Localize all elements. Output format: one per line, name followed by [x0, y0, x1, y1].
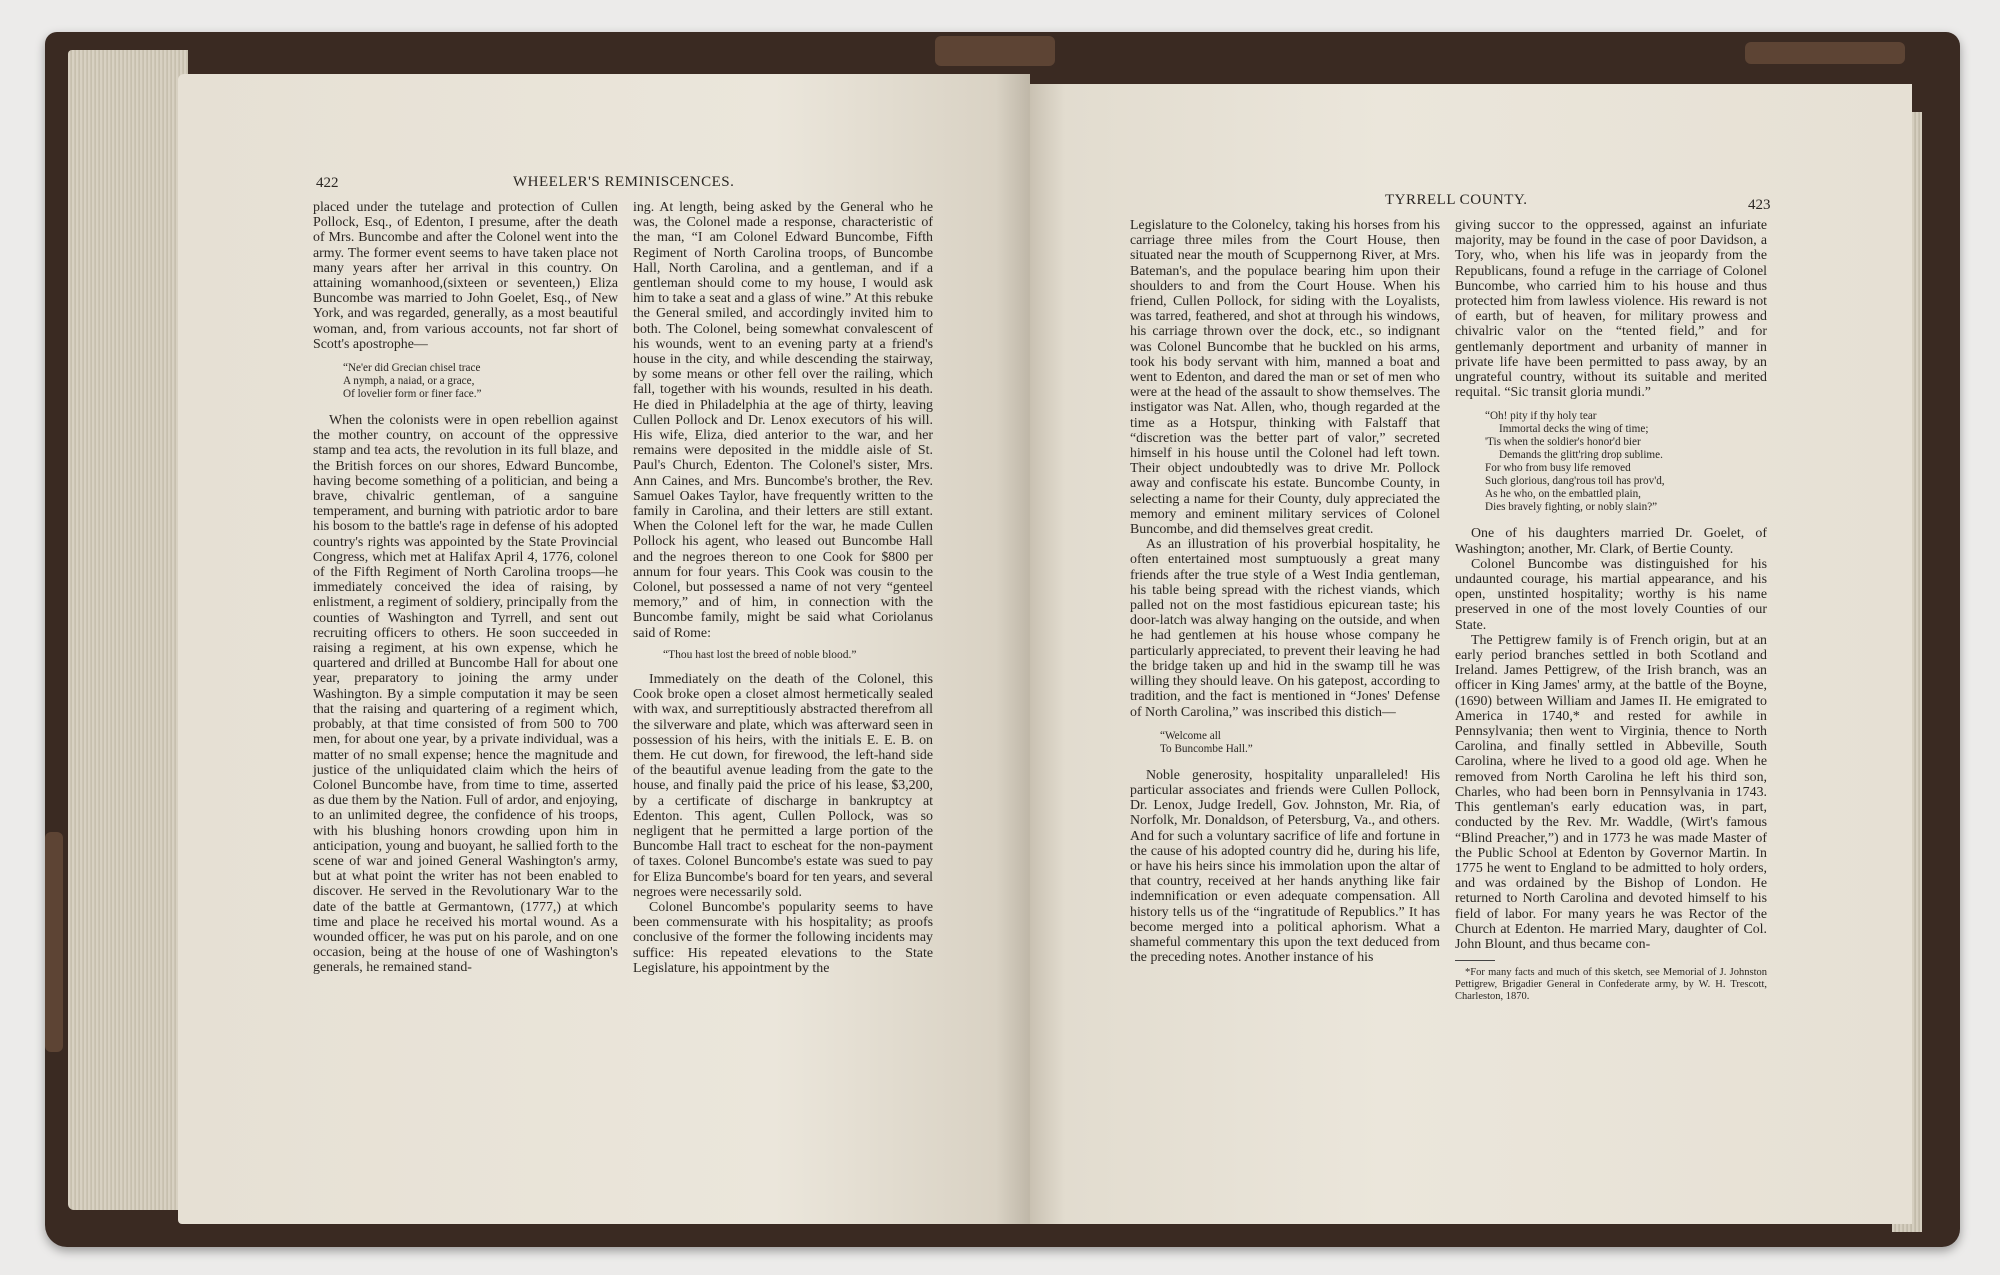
- verse-line: A nymph, a naiad, or a grace,: [343, 375, 475, 388]
- left-page-edges: [68, 50, 188, 1210]
- running-head-left: WHEELER'S REMINISCENCES.: [513, 174, 735, 190]
- paragraph: giving succor to the oppressed, against an infuriate majority, may be found in the case of poor Davidson, a Tory, who, when his life was in jeopardy from the Republicans, found a refuge in the carriage of Colonel Buncombe, who carried him to his house and thus protected him from lawless violence. His reward is not of earth, but of heaven, for military prowess and chivalric valor on the “tented field,” and for gentlemanly deportment and urbanity of manner in private life have been permitted to pass away, by an ungrateful country, without its suitable and merited requital. “Sic transit gloria mundi.”: [1455, 218, 1767, 401]
- right-page: [1030, 84, 1912, 1224]
- verse-line: To Buncombe Hall.”: [1160, 742, 1253, 755]
- right-page-column-1: [1130, 218, 1440, 965]
- right-page-column-2: [1455, 218, 1767, 1003]
- verse-quote: [1485, 410, 1767, 514]
- left-page: [178, 74, 1030, 1224]
- verse-line: “Oh! pity if thy holy tear: [1485, 410, 1597, 423]
- left-page-column-1: [313, 200, 618, 976]
- running-head-right: TYRRELL COUNTY.: [1385, 192, 1528, 208]
- block-quote: “Thou hast lost the breed of noble blood.”: [663, 648, 857, 661]
- footnote: *For many facts and much of this sketch, see Memorial of J. Johnston Pettigrew, Brigadier General in Confederate army, by W. H. Trescott, Charleston, 1870.: [1455, 967, 1767, 1003]
- paragraph: Legislature to the Colonelcy, taking his horses from his carriage three miles from the Court House, then situated near the mouth of Scuppernong River, at Mrs. Bateman's, and the populace bearing him upon their shoulders to and from the Court House. When his friend, Cullen Pollock, for siding with the Loyalists, was tarred, feathered, and shot at through his windows, his carriage thrown over the dock, etc., so indignant was Colonel Buncombe that he buckled on his arms, took his body servant with him, manned a boat and went to Edenton, and dared the man or set of men who were at the head of the assault to show themselves. The instigator was Nat. Allen, who, though regarded at the time as a Hotspur, thinking with Falstaff that “discretion was the better part of valor,” secreted himself in his house until the Colonel had left town. Their object undoubtedly was to drive Mr. Pollock away and confiscate his estate. Buncombe County, in selecting a name for their County, duly appreciated the memory and eminent military services of Colonel Buncombe, and did themselves great credit.: [1130, 218, 1440, 538]
- verse-line: “Ne'er did Grecian chisel trace: [343, 362, 481, 375]
- paragraph: Colonel Buncombe's popularity seems to have been commensurate with his hospitality; as proofs conclusive of the former the following incidents may suffice: His repeated elevations to the State Legislature, his appointment by the: [633, 899, 933, 976]
- paragraph: When the colonists were in open rebellion against the mother country, on account of the oppressive stamp and tea acts, the revolution in its full blaze, and the British forces on our shores, Edward Buncombe, having become something of a politician, and being a brave, chivalric gentleman, of a sanguine temperament, and burning with patriotic ardor to bare his bosom to the battle's rage in defense of his adopted country's rights was appointed by the State Provincial Congress, which met at Halifax April 4, 1776, colonel of the Fifth Regiment of North Carolina troops—he immediately conceived the idea of raising, by enlistment, a regiment of soldiery, principally from the counties of Washington and Tyrrell, and sent out recruiting officers to others. He soon succeeded in raising a regiment, at his own expense, which he quartered and drilled at Buncombe Hall for about one year, preparatory to joining the army under Washington. By a simple computation it may be seen that the raising and quartering of a regiment which, probably, at that time consisted of from 500 to 700 men, for about one year, by a private individual, was a matter of no small expense; hence the magnitude and justice of the unliquidated claim which the heirs of Colonel Buncombe have, from time to time, asserted as due them by the Nation. Full of ardor, and enjoying, to an unlimited degree, the confidence of his troops, with his blushing honors crowding upon him in anticipation, young and buoyant, he sallied forth to the scene of war and joined General Washington's army, but at what point the writer has not been enabled to discover. He served in the Revolutionary War to the date of the battle at Germantown, (1777,) at which time and place he received his mortal wound. As a wounded officer, he was put on his parole, and on one occasion, being at the house of one of Washington's generals, he remained stand-: [313, 413, 618, 976]
- verse-line: Dies bravely fighting, or nobly slain?”: [1485, 501, 1658, 514]
- verse-line: For who from busy life removed: [1485, 462, 1631, 475]
- verse-line: 'Tis when the soldier's honor'd bier: [1485, 436, 1641, 449]
- verse-quote: [1160, 730, 1440, 756]
- page-number-left: 422: [316, 175, 339, 191]
- page-number-right: 423: [1748, 197, 1771, 213]
- verse-line: As he who, on the embattled plain,: [1485, 488, 1641, 501]
- paragraph: placed under the tutelage and protection of Cullen Pollock, Esq., of Edenton, I presume, after the death of Mrs. Buncombe and after the Colonel went into the army. The former event seems to have taken place not many years after her arrival in this country. On attaining womanhood,(sixteen or seventeen,) Eliza Buncombe was married to John Goelet, Esq., of New York, and was regarded, generally, as a most beautiful woman, and, from various accounts, not far short of Scott's apostrophe—: [313, 200, 618, 352]
- verse-line: Immortal decks the wing of time;: [1499, 423, 1649, 436]
- paragraph: One of his daughters married Dr. Goelet, of Washington; another, Mr. Clark, of Bertie County.: [1455, 526, 1767, 557]
- paragraph: Colonel Buncombe was distinguished for his undaunted courage, his martial appearance, and his open, unstinted hospitality; worthy is his name preserved in one of the most lovely Counties of our State.: [1455, 556, 1767, 633]
- footnote-rule: [1455, 960, 1495, 961]
- verse-line: Such glorious, dang'rous toil has prov'd,: [1485, 475, 1665, 488]
- verse-quote: [343, 362, 618, 401]
- verse-line: “Welcome all: [1160, 729, 1221, 742]
- verse-line: Demands the glitt'ring drop sublime.: [1499, 449, 1663, 462]
- paragraph: The Pettigrew family is of French origin, but at an early period branches settled in both Scotland and Ireland. James Pettigrew, of the Irish branch, was an officer in King James' army, at the battle of the Boyne, (1690) between William and James II. He emigrated to America in 1740,* and rested for awhile in Pennsylvania; then went to Virginia, thence to North Carolina, and finally settled in Abbeville, South Carolina, where he lived to a good old age. When he removed from North Carolina he left his third son, Charles, who had been born in Pennsylvania in 1743. This gentleman's early education was, in part, conducted by the Rev. Mr. Waddle, (Wirt's famous “Blind Preacher,”) and in 1773 he was made Master of the Public School at Edenton by Governor Martin. In 1775 he went to England to be admitted to holy orders, and was ordained by the Bishop of London. He returned to North Carolina and devoted himself to his field of labor. For many years he was Rector of the Church at Edenton. He married Mary, daughter of Col. John Blount, and thus became con-: [1455, 632, 1767, 952]
- paragraph: Noble generosity, hospitality unparalleled! His particular associates and friends were Cullen Pollock, Dr. Lenox, Judge Iredell, Gov. Johnston, Mr. Ria, of Norfolk, Mr. Donaldson, of Petersburg, Va., and others. And for such a voluntary sacrifice of life and fortune in the cause of his adopted country did he, during his life, or have his heirs since his immolation upon the altar of that country, received at her hands anything like fair indemnification or even adequate compensation. All history tells us of the “ingratitude of Republics.” It has become merged into a political aphorism. What a shameful commentary this upon the text deduced from the preceding notes. Another instance of his: [1130, 767, 1440, 966]
- paragraph: Immediately on the death of the Colonel, this Cook broke open a closet almost hermetically sealed with wax, and surreptitiously abstracted therefrom all the silverware and plate, which was afterward seen in possession of his heirs, with the initials E. E. B. on them. He cut down, for firewood, the left-hand side of the beautiful avenue leading from the gate to the house, and finally paid the price of his lease, $3,200, by a certificate of discharge in bankruptcy at Edenton. This agent, Cullen Pollock, was so negligent that he permitted a large portion of the Buncombe Hall tract to escheat for the non-payment of taxes. Colonel Buncombe's estate was sued to pay for Eliza Buncombe's board for ten years, and several negroes were necessarily sold.: [633, 671, 933, 900]
- verse-line: Of lovelier form or finer face.”: [343, 388, 482, 401]
- paragraph: As an illustration of his proverbial hospitality, he often entertained most sumptuously a great many friends after the true style of a West India gentleman, his table being spread with the richest viands, which palled not on the most fastidious epicurean taste; his door-latch was alway hanging on the outside, and when he had gentlemen at his house whose company he particularly appreciated, to prevent their leaving he had the bridge taken up and hid in the swamp till he was willing they should leave. On his gatepost, according to tradition, and the fact is mentioned in “Jones' Defense of North Carolina,” was inscribed this distich—: [1130, 537, 1440, 720]
- paragraph: ing. At length, being asked by the General who he was, the Colonel made a response, characteristic of the man, “I am Colonel Edward Buncombe, Fifth Regiment of North Carolina troops, of Buncombe Hall, North Carolina, and a gentleman, and if a gentleman should come to my house, I would ask him to take a seat and a glass of wine.” At this rebuke the General smiled, and accordingly invited him to both. The Colonel, being somewhat convalescent of his wounds, went to an evening party at a friend's house in the city, and while descending the stairway, by some means or other fell over the railing, which fall, together with his wounds, resulted in his death. He died in Philadelphia at the age of thirty, leaving Cullen Pollock and Dr. Lenox executors of his will. His wife, Eliza, died anterior to the war, and her remains were deposited in the middle aisle of St. Paul's Church, Edenton. The Colonel's sister, Mrs. Ann Caines, and Mrs. Buncombe's brother, the Rev. Samuel Oakes Taylor, have frequently written to the family in Carolina, and their letters are still extant. When the Colonel left for the war, he made Cullen Pollock his agent, who leased out Buncombe Hall and the negroes thereon to one Cook for $800 per annum for four years. This Cook was cousin to the Colonel, but possessed a name of not very “genteel memory,” and of him, in connection with the Buncombe family, might be said what Coriolanus said of Rome:: [633, 200, 933, 641]
- left-page-column-2: [633, 200, 933, 976]
